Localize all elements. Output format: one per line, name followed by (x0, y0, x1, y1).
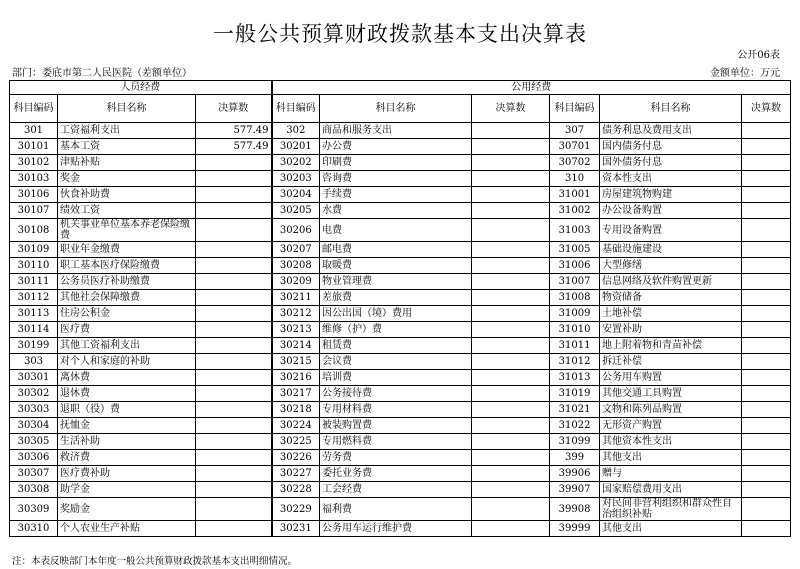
subject-name-cell: 抚恤金 (58, 418, 196, 434)
subject-name-cell: 其他支出 (600, 450, 742, 466)
subject-code-cell: 31099 (550, 434, 600, 450)
subject-name-cell: 租赁费 (320, 338, 472, 354)
amount-cell (472, 306, 550, 322)
table-row (10, 418, 791, 434)
subject-code-cell: 30114 (10, 322, 58, 338)
amount-cell (196, 418, 272, 434)
subject-name-cell: 邮电费 (320, 242, 472, 258)
col-name-header: 科目名称 (58, 95, 196, 123)
subject-name-cell: 拆迁补偿 (600, 354, 742, 370)
amount-cell (196, 450, 272, 466)
subject-name-cell: 房屋建筑物购建 (600, 187, 742, 203)
subject-code-cell: 31021 (550, 402, 600, 418)
col-amount-header: 决算数 (196, 95, 272, 123)
subject-code-cell: 310 (550, 171, 600, 187)
table-row (10, 498, 791, 521)
amount-cell (472, 274, 550, 290)
subject-code-cell: 30701 (550, 139, 600, 155)
amount-cell (742, 418, 791, 434)
amount-cell (742, 338, 791, 354)
public-header: 公用经费 (272, 81, 791, 95)
col-name-header: 科目名称 (600, 95, 742, 123)
amount-cell (196, 322, 272, 338)
amount-cell (742, 434, 791, 450)
amount-cell (196, 274, 272, 290)
subject-name-cell: 退职（役）费 (58, 402, 196, 418)
amount-cell (196, 354, 272, 370)
subject-code-cell: 30202 (272, 155, 320, 171)
amount-cell (472, 482, 550, 498)
col-code-header: 科目编码 (272, 95, 320, 123)
amount-cell (196, 171, 272, 187)
subject-code-cell: 30228 (272, 482, 320, 498)
amount-cell (472, 171, 550, 187)
subject-code-cell: 30208 (272, 258, 320, 274)
amount-cell (742, 258, 791, 274)
subject-name-cell: 国外债务付息 (600, 155, 742, 171)
subject-code-cell: 30110 (10, 258, 58, 274)
subject-name-cell: 工会经费 (320, 482, 472, 498)
subject-code-cell: 31022 (550, 418, 600, 434)
amount-cell (196, 434, 272, 450)
subject-code-cell: 31008 (550, 290, 600, 306)
subject-name-cell: 公务员医疗补助缴费 (58, 274, 196, 290)
subject-name-cell: 国家赔偿费用支出 (600, 482, 742, 498)
subject-code-cell: 30308 (10, 482, 58, 498)
subject-code-cell: 31019 (550, 386, 600, 402)
subject-name-cell: 因公出国（境）费用 (320, 306, 472, 322)
subject-code-cell: 31009 (550, 306, 600, 322)
table-row (10, 386, 791, 402)
amount-cell (472, 370, 550, 386)
footnote: 注：本表反映部门本年度一般公共预算财政拨款基本支出明细情况。 (12, 556, 298, 567)
subject-code-cell: 31011 (550, 338, 600, 354)
table-row (10, 434, 791, 450)
subject-name-cell: 专用设备购置 (600, 219, 742, 242)
table-row (10, 123, 791, 139)
amount-cell (196, 370, 272, 386)
amount-cell (472, 155, 550, 171)
unit-label: 金额单位：万元 (710, 68, 780, 79)
subject-name-cell: 个人农业生产补贴 (58, 521, 196, 537)
table-row (10, 521, 791, 537)
subject-name-cell: 劳务费 (320, 450, 472, 466)
subject-code-cell: 31001 (550, 187, 600, 203)
subject-name-cell: 公务用车购置 (600, 370, 742, 386)
subject-name-cell: 奖励金 (58, 498, 196, 521)
table-row (10, 171, 791, 187)
amount-cell (742, 402, 791, 418)
subject-name-cell: 维修（护）费 (320, 322, 472, 338)
subject-code-cell: 30207 (272, 242, 320, 258)
amount-cell (742, 187, 791, 203)
subject-name-cell: 物业管理费 (320, 274, 472, 290)
amount-cell (196, 187, 272, 203)
page-title: 一般公共预算财政拨款基本支出决算表 (213, 22, 587, 46)
subject-name-cell: 被装购置费 (320, 418, 472, 434)
amount-cell (472, 386, 550, 402)
subject-name-cell: 咨询费 (320, 171, 472, 187)
subject-name-cell: 基本工资 (58, 139, 196, 155)
subject-code-cell: 30702 (550, 155, 600, 171)
subject-code-cell: 30215 (272, 354, 320, 370)
table-row (10, 242, 791, 258)
subject-code-cell: 39906 (550, 466, 600, 482)
subject-code-cell: 30226 (272, 450, 320, 466)
subject-code-cell: 30108 (10, 219, 58, 242)
subject-code-cell: 30310 (10, 521, 58, 537)
subject-code-cell: 30206 (272, 219, 320, 242)
amount-cell (196, 290, 272, 306)
subject-name-cell: 助学金 (58, 482, 196, 498)
subject-code-cell: 399 (550, 450, 600, 466)
subject-code-cell: 39907 (550, 482, 600, 498)
amount-cell (742, 219, 791, 242)
amount-cell (196, 338, 272, 354)
table-row (10, 258, 791, 274)
subject-code-cell: 39999 (550, 521, 600, 537)
subject-code-cell: 30224 (272, 418, 320, 434)
subject-name-cell: 离休费 (58, 370, 196, 386)
subject-name-cell: 福利费 (320, 498, 472, 521)
subject-code-cell: 30218 (272, 402, 320, 418)
amount-cell (472, 338, 550, 354)
amount-cell (472, 203, 550, 219)
table-row (10, 402, 791, 418)
amount-cell (196, 306, 272, 322)
table-row (10, 187, 791, 203)
col-code-header: 科目编码 (10, 95, 58, 123)
subject-name-cell: 津贴补贴 (58, 155, 196, 171)
subject-name-cell: 退休费 (58, 386, 196, 402)
subject-code-cell: 30204 (272, 187, 320, 203)
col-code-header: 科目编码 (550, 95, 600, 123)
subject-name-cell: 会议费 (320, 354, 472, 370)
subject-code-cell: 31013 (550, 370, 600, 386)
form-code: 公开06表 (737, 50, 780, 61)
amount-cell (742, 450, 791, 466)
subject-code-cell: 30213 (272, 322, 320, 338)
subject-name-cell: 其他社会保障缴费 (58, 290, 196, 306)
subject-code-cell: 31002 (550, 203, 600, 219)
subject-code-cell: 31003 (550, 219, 600, 242)
subject-name-cell: 大型修缮 (600, 258, 742, 274)
table-row (10, 290, 791, 306)
table-row (10, 370, 791, 386)
amount-cell (742, 290, 791, 306)
subject-code-cell: 30214 (272, 338, 320, 354)
subject-name-cell: 奖金 (58, 171, 196, 187)
subject-code-cell: 30113 (10, 306, 58, 322)
subject-code-cell: 301 (10, 123, 58, 139)
subject-code-cell: 39908 (550, 498, 600, 521)
subject-name-cell: 办公设备购置 (600, 203, 742, 219)
table-row (10, 482, 791, 498)
subject-code-cell: 30107 (10, 203, 58, 219)
subject-code-cell: 30211 (272, 290, 320, 306)
subject-name-cell: 资本性支出 (600, 171, 742, 187)
subject-name-cell: 印刷费 (320, 155, 472, 171)
col-name-header: 科目名称 (320, 95, 472, 123)
subject-name-cell: 公务接待费 (320, 386, 472, 402)
subject-code-cell: 30301 (10, 370, 58, 386)
subject-name-cell: 办公费 (320, 139, 472, 155)
subject-code-cell: 30307 (10, 466, 58, 482)
amount-cell (472, 242, 550, 258)
table-row (10, 322, 791, 338)
subject-name-cell: 工资福利支出 (58, 123, 196, 139)
subject-code-cell: 30229 (272, 498, 320, 521)
subject-name-cell: 商品和服务支出 (320, 123, 472, 139)
table-row (10, 466, 791, 482)
subject-code-cell: 31007 (550, 274, 600, 290)
amount-cell (742, 203, 791, 219)
subject-name-cell: 机关事业单位基本养老保险缴费 (58, 219, 196, 242)
subject-name-cell: 职业年金缴费 (58, 242, 196, 258)
subject-code-cell: 31012 (550, 354, 600, 370)
subject-name-cell: 电费 (320, 219, 472, 242)
subject-name-cell: 国内债务付息 (600, 139, 742, 155)
amount-cell (742, 171, 791, 187)
subject-name-cell: 其他资本性支出 (600, 434, 742, 450)
amount-cell (472, 123, 550, 139)
subject-name-cell: 伙食补助费 (58, 187, 196, 203)
subject-name-cell: 水费 (320, 203, 472, 219)
subject-name-cell: 债务利息及费用支出 (600, 123, 742, 139)
expenditure-table (9, 80, 791, 537)
amount-cell (472, 187, 550, 203)
col-amount-header: 决算数 (472, 95, 550, 123)
table-row (10, 203, 791, 219)
subject-code-cell: 30101 (10, 139, 58, 155)
amount-cell (196, 155, 272, 171)
department-label: 部门：娄底市第二人民医院（差额单位） (12, 68, 192, 79)
amount-cell (742, 155, 791, 171)
amount-cell (472, 258, 550, 274)
table-row (10, 450, 791, 466)
subject-name-cell: 赠与 (600, 466, 742, 482)
amount-cell (742, 306, 791, 322)
subject-name-cell: 对个人和家庭的补助 (58, 354, 196, 370)
table-row (10, 338, 791, 354)
amount-cell (742, 139, 791, 155)
amount-cell (472, 139, 550, 155)
amount-cell (472, 521, 550, 537)
subject-name-cell: 安置补助 (600, 322, 742, 338)
subject-name-cell: 其他工资福利支出 (58, 338, 196, 354)
amount-cell (472, 354, 550, 370)
amount-cell (472, 290, 550, 306)
subject-name-cell: 基础设施建设 (600, 242, 742, 258)
subject-code-cell: 30306 (10, 450, 58, 466)
subject-name-cell: 医疗费补助 (58, 466, 196, 482)
amount-cell (472, 418, 550, 434)
amount-cell (472, 322, 550, 338)
table-row (10, 306, 791, 322)
amount-cell (472, 219, 550, 242)
subject-code-cell: 30106 (10, 187, 58, 203)
subject-name-cell: 其他交通工具购置 (600, 386, 742, 402)
personnel-header: 人员经费 (10, 81, 272, 95)
subject-name-cell: 差旅费 (320, 290, 472, 306)
table-row (10, 219, 791, 242)
amount-cell: 577.49 (196, 139, 272, 155)
subject-code-cell: 30112 (10, 290, 58, 306)
table-row (10, 139, 791, 155)
amount-cell: 577.49 (196, 123, 272, 139)
subject-code-cell: 30309 (10, 498, 58, 521)
subject-code-cell: 30201 (272, 139, 320, 155)
amount-cell (196, 219, 272, 242)
amount-cell (742, 521, 791, 537)
subject-code-cell: 30103 (10, 171, 58, 187)
subject-name-cell: 专用燃料费 (320, 434, 472, 450)
amount-cell (742, 482, 791, 498)
subject-code-cell: 30302 (10, 386, 58, 402)
subject-name-cell: 救济费 (58, 450, 196, 466)
subject-name-cell: 文物和陈列品购置 (600, 402, 742, 418)
subject-name-cell: 职工基本医疗保险缴费 (58, 258, 196, 274)
amount-cell (196, 258, 272, 274)
subject-code-cell: 30216 (272, 370, 320, 386)
subject-code-cell: 303 (10, 354, 58, 370)
amount-cell (742, 386, 791, 402)
subject-name-cell: 地上附着物和青苗补偿 (600, 338, 742, 354)
subject-name-cell: 信息网络及软件购置更新 (600, 274, 742, 290)
amount-cell (742, 354, 791, 370)
subject-code-cell: 30102 (10, 155, 58, 171)
amount-cell (742, 322, 791, 338)
table-row (10, 354, 791, 370)
subject-name-cell: 公务用车运行维护费 (320, 521, 472, 537)
amount-cell (196, 203, 272, 219)
subject-name-cell: 手续费 (320, 187, 472, 203)
subject-name-cell: 委托业务费 (320, 466, 472, 482)
amount-cell (196, 402, 272, 418)
subject-code-cell: 30227 (272, 466, 320, 482)
subject-code-cell: 31006 (550, 258, 600, 274)
subject-code-cell: 30305 (10, 434, 58, 450)
subject-name-cell: 土地补偿 (600, 306, 742, 322)
subject-code-cell: 31010 (550, 322, 600, 338)
subject-code-cell: 30225 (272, 434, 320, 450)
amount-cell (196, 466, 272, 482)
col-amount-header: 决算数 (742, 95, 791, 123)
amount-cell (472, 402, 550, 418)
subject-code-cell: 30217 (272, 386, 320, 402)
subject-code-cell: 30199 (10, 338, 58, 354)
subject-code-cell: 30205 (272, 203, 320, 219)
subject-name-cell: 无形资产购置 (600, 418, 742, 434)
subject-code-cell: 30212 (272, 306, 320, 322)
subject-name-cell: 取暖费 (320, 258, 472, 274)
subject-name-cell: 绩效工资 (58, 203, 196, 219)
amount-cell (196, 386, 272, 402)
amount-cell (196, 482, 272, 498)
subject-name-cell: 专用材料费 (320, 402, 472, 418)
amount-cell (472, 498, 550, 521)
subject-code-cell: 30203 (272, 171, 320, 187)
subject-code-cell: 30209 (272, 274, 320, 290)
amount-cell (742, 370, 791, 386)
amount-cell (742, 498, 791, 521)
table-row (10, 274, 791, 290)
amount-cell (196, 498, 272, 521)
subject-name-cell: 对民间非营利组织和群众性自治组织补贴 (600, 498, 742, 521)
amount-cell (472, 434, 550, 450)
table-row (10, 155, 791, 171)
subject-name-cell: 医疗费 (58, 322, 196, 338)
subject-code-cell: 30304 (10, 418, 58, 434)
amount-cell (472, 466, 550, 482)
amount-cell (742, 466, 791, 482)
subject-name-cell: 住房公积金 (58, 306, 196, 322)
subject-code-cell: 302 (272, 123, 320, 139)
amount-cell (742, 274, 791, 290)
subject-code-cell: 30303 (10, 402, 58, 418)
subject-code-cell: 30111 (10, 274, 58, 290)
amount-cell (472, 450, 550, 466)
subject-code-cell: 307 (550, 123, 600, 139)
amount-cell (196, 521, 272, 537)
subject-code-cell: 31005 (550, 242, 600, 258)
subject-name-cell: 培训费 (320, 370, 472, 386)
subject-code-cell: 30109 (10, 242, 58, 258)
subject-name-cell: 物资储备 (600, 290, 742, 306)
subject-name-cell: 生活补助 (58, 434, 196, 450)
amount-cell (742, 123, 791, 139)
amount-cell (742, 242, 791, 258)
subject-code-cell: 30231 (272, 521, 320, 537)
amount-cell (196, 242, 272, 258)
subject-name-cell: 其他支出 (600, 521, 742, 537)
